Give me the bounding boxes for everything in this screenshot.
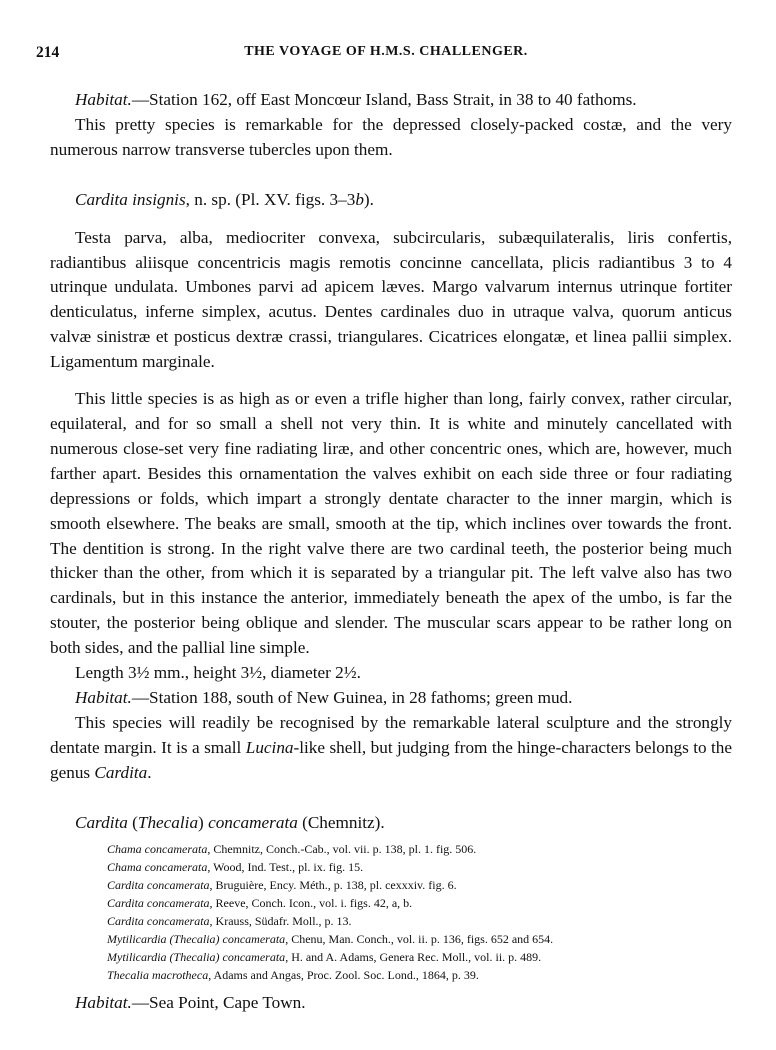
species-heading-cardita-concamerata: Cardita (Thecalia) concamerata (Chemnitz).	[75, 812, 385, 832]
synonym-entry: Cardita concamerata, Bruguière, Ency. Méth., p. 138, pl. cexxxiv. fig. 6.	[107, 878, 457, 893]
species-remark-1: This pretty species is remarkable for the depressed closely-packed costæ, and the very numerous narrow transverse tubercles upon them.	[50, 114, 732, 159]
habitat-station-162: Habitat.—Station 162, off East Moncœur Island, Bass Strait, in 38 to 40 fathoms.	[75, 90, 637, 109]
synonym-entry: Mytilicardia (Thecalia) concamerata, H. and A. Adams, Genera Rec. Moll., vol. ii. p. 489.	[107, 949, 542, 964]
habitat-sea-point: Habitat.—Sea Point, Cape Town.	[75, 992, 306, 1012]
synonym-entry: Chama concamerata, Wood, Ind. Test., pl. ix. fig. 15.	[107, 860, 364, 875]
synonym-entry: Cardita concamerata, Krauss, Südafr. Moll., p. 13.	[107, 914, 352, 929]
synonym-entry: Mytilicardia (Thecalia) concamerata, Chenu, Man. Conch., vol. ii. p. 136, figs. 652 and 654.	[107, 932, 554, 946]
page-number: 214	[36, 44, 60, 61]
measurements: Length 3½ mm., height 3½, diameter 2½.	[75, 663, 361, 683]
page-header	[36, 44, 736, 68]
synonym-entry: Cardita concamerata, Reeve, Conch. Icon., vol. i. figs. 42, a, b.	[107, 896, 413, 911]
habitat-station-188: Habitat.—Station 188, south of New Guinea, in 28 fathoms; green mud.	[75, 687, 573, 707]
latin-description: Testa parva, alba, mediocriter convexa, subcircularis, subæquilateralis, liris confertis, radiantibus aliisque concentricis magis remotis concinne cancellata, plicis radiantibus 3 to 4 utrinque undulata. Umbones parvi ad apicem læves. Margo valvarum internus utrinque fortiter denticulatus, inferne simplex, acutus. Dentes cardinales duo in utraque valva, quorum anticus valvæ sinistræ et posticus dextræ crassi, triangulares. Cicatrices elongatæ, et linea pallii simplex. Ligamentum marginale.	[50, 227, 732, 372]
species-remark-2: This species will readily be recognised by the remarkable lateral sculpture and the strongly dentate margin. It is a small Lucina-like shell, but judging from the hinge-characters belongs to the genus Cardita.	[50, 712, 732, 782]
species-heading-cardita-insignis: Cardita insignis, n. sp. (Pl. XV. figs. 3–3b).	[75, 189, 374, 209]
page-body	[50, 88, 732, 1016]
english-description: This little species is as high as or even a trifle higher than long, fairly convex, rather circular, equilateral, and for so small a shell not very thin. It is white and minutely cancellated with numerous close-set very fine radiating liræ, and other concentric ones, which are, however, much farther apart. Besides this ornamentation the valves exhibit on each side three or four radiating depressions or folds, which impart a strongly dentate character to the inner margin, which is smooth elsewhere. The beaks are small, smooth at the tip, which inclines over towards the front. The dentition is strong. In the right valve there are two cardinal teeth, the posterior being much thicker than the other, from which it is separated by a triangular pit. The left valve also has two cardinals, but in this instance the anterior, immediately beneath the apex of the umbo, is far the stouter, the posterior being oblique and slender. The muscular scars appear to be rather long on both sides, and the pallial line simple.	[50, 389, 732, 658]
synonym-entry: Chama concamerata, Chemnitz, Conch.-Cab., vol. vii. p. 138, pl. 1. fig. 506.	[107, 842, 477, 857]
habitat-label: Habitat.	[75, 90, 132, 109]
synonym-entry: Thecalia macrotheca, Adams and Angas, Proc. Zool. Soc. Lond., 1864, p. 39.	[107, 967, 479, 982]
running-title: THE VOYAGE OF H.M.S. CHALLENGER.	[244, 44, 528, 59]
synonymy-list	[50, 841, 732, 984]
